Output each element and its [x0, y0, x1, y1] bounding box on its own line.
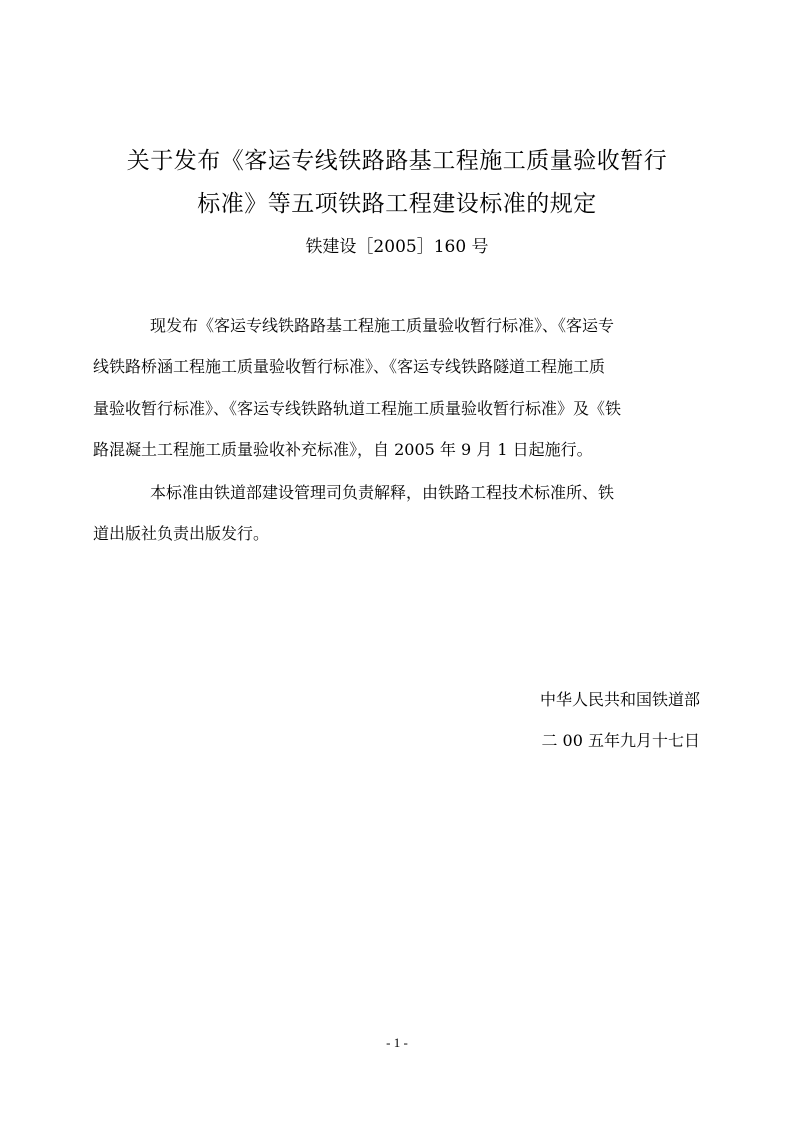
body-line: 线铁路桥涵工程施工质量验收暂行标准》、《客运专线铁路隧道工程施工质 — [93, 357, 606, 376]
body-line: 现发布《客运专线铁路路基工程施工质量验收暂行标准》、《客运专 — [150, 316, 615, 335]
body-line: 本标准由铁道部建设管理司负责解释，由铁路工程技术标准所、铁 — [150, 483, 615, 502]
document-title-line-1: 关于发布《客运专线铁路路基工程施工质量验收暂行 — [126, 148, 668, 174]
body-line: 量验收暂行标准》、《客运专线铁路轨道工程施工质量验收暂行标准》及《铁 — [93, 399, 622, 418]
document-number: 铁建设［2005］160 号 — [305, 237, 489, 257]
page-number: - 1 - — [386, 1035, 408, 1050]
body-line: 路混凝土工程施工质量验收补充标准》，自 2005 年 9 月 1 日起施行。 — [93, 440, 593, 459]
body-line: 道出版社负责出版发行。 — [93, 524, 270, 543]
document-title-line-2: 标准》等五项铁路工程建设标准的规定 — [197, 191, 597, 217]
signature-organization: 中华人民共和国铁道部 — [539, 690, 700, 709]
signature-date: 二 00 五年九月十七日 — [541, 731, 700, 750]
